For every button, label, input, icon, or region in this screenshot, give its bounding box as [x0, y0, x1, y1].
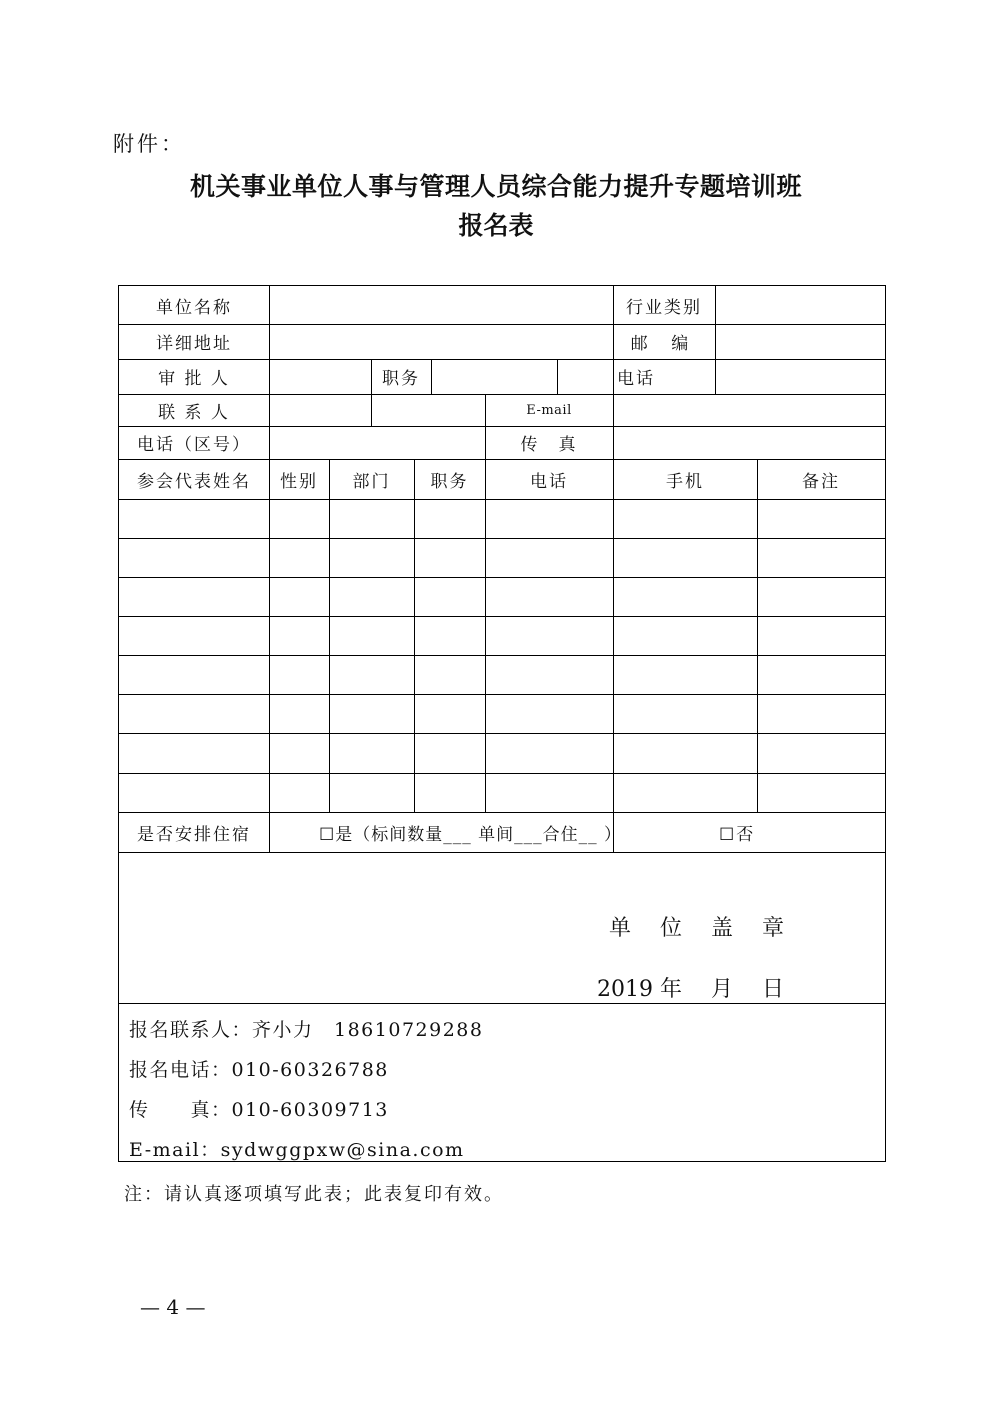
column-header-name: 参会代表姓名 — [137, 471, 251, 492]
contact-extra-field[interactable] — [372, 394, 485, 426]
column-header-department: 部门 — [352, 471, 391, 492]
approver-position-field[interactable] — [432, 359, 557, 394]
column-header-phone: 电话 — [530, 471, 568, 492]
lodging-yes-option[interactable]: ☐是（标间数量___ 单间___合住__ ） — [319, 825, 623, 845]
registration-phone: 报名电话：010-60326788 — [129, 1059, 389, 1081]
column-header-remarks: 备注 — [802, 471, 840, 492]
contact-field[interactable] — [270, 394, 371, 426]
lodging-no-option[interactable]: ☐否 — [719, 825, 756, 845]
postcode-label: 邮 编 — [630, 334, 698, 354]
area-phone-label: 电话（区号） — [137, 435, 251, 455]
registration-fax: 传 真：010-60309713 — [129, 1099, 389, 1121]
address-field[interactable] — [270, 324, 612, 359]
col-divider — [329, 459, 330, 813]
unit-stamp-label: 单 位 盖 章 — [609, 916, 795, 941]
attachment-label: 附件： — [113, 132, 185, 156]
approver-position-label: 职务 — [382, 369, 420, 389]
fax-label: 传 真 — [520, 435, 578, 455]
row-divider — [119, 616, 885, 617]
form-subtitle: 报名表 — [458, 211, 534, 240]
column-header-mobile: 手机 — [666, 471, 704, 492]
row-divider — [119, 852, 885, 853]
form-title: 机关事业单位人事与管理人员综合能力提升专题培训班 — [189, 172, 802, 201]
contact-label: 联 系 人 — [158, 402, 230, 423]
area-phone-field[interactable] — [270, 426, 485, 459]
row-divider — [119, 773, 885, 774]
registration-contact: 报名联系人：齐小力 18610729288 — [129, 1019, 484, 1041]
col-divider — [485, 459, 486, 813]
unit-name-label: 单位名称 — [156, 297, 232, 318]
industry-label: 行业类别 — [626, 297, 702, 318]
email-label: E-mail — [526, 402, 572, 418]
row-divider — [119, 1003, 885, 1004]
approver-phone-label: 电话 — [617, 369, 655, 389]
lodging-label: 是否安排住宿 — [137, 825, 251, 845]
row-divider — [119, 733, 885, 734]
email-field[interactable] — [614, 394, 885, 426]
approver-field[interactable] — [270, 359, 371, 394]
column-header-position: 职务 — [430, 471, 469, 492]
approver-label: 审 批 人 — [158, 369, 230, 389]
registration-form-table — [118, 285, 886, 1162]
row-divider — [119, 499, 885, 500]
column-header-gender: 性别 — [280, 471, 318, 492]
address-label: 详细地址 — [156, 334, 232, 354]
fax-field[interactable] — [614, 426, 885, 459]
page-number: — 4 — — [140, 1295, 206, 1319]
approver-phone-field[interactable] — [716, 359, 885, 394]
footer-note: 注：请认真逐项填写此表；此表复印有效。 — [124, 1184, 504, 1205]
registration-email: E-mail：sydwggpxw@sina.com — [129, 1139, 465, 1161]
col-divider — [757, 459, 758, 813]
row-divider — [119, 655, 885, 656]
unit-name-field[interactable] — [270, 286, 612, 324]
postcode-field[interactable] — [716, 324, 885, 359]
industry-field[interactable] — [716, 286, 885, 324]
row-divider — [119, 538, 885, 539]
row-divider — [119, 577, 885, 578]
col-divider — [414, 459, 415, 813]
row-divider — [119, 694, 885, 695]
stamp-date: 2019 年 月 日 — [597, 977, 784, 1002]
